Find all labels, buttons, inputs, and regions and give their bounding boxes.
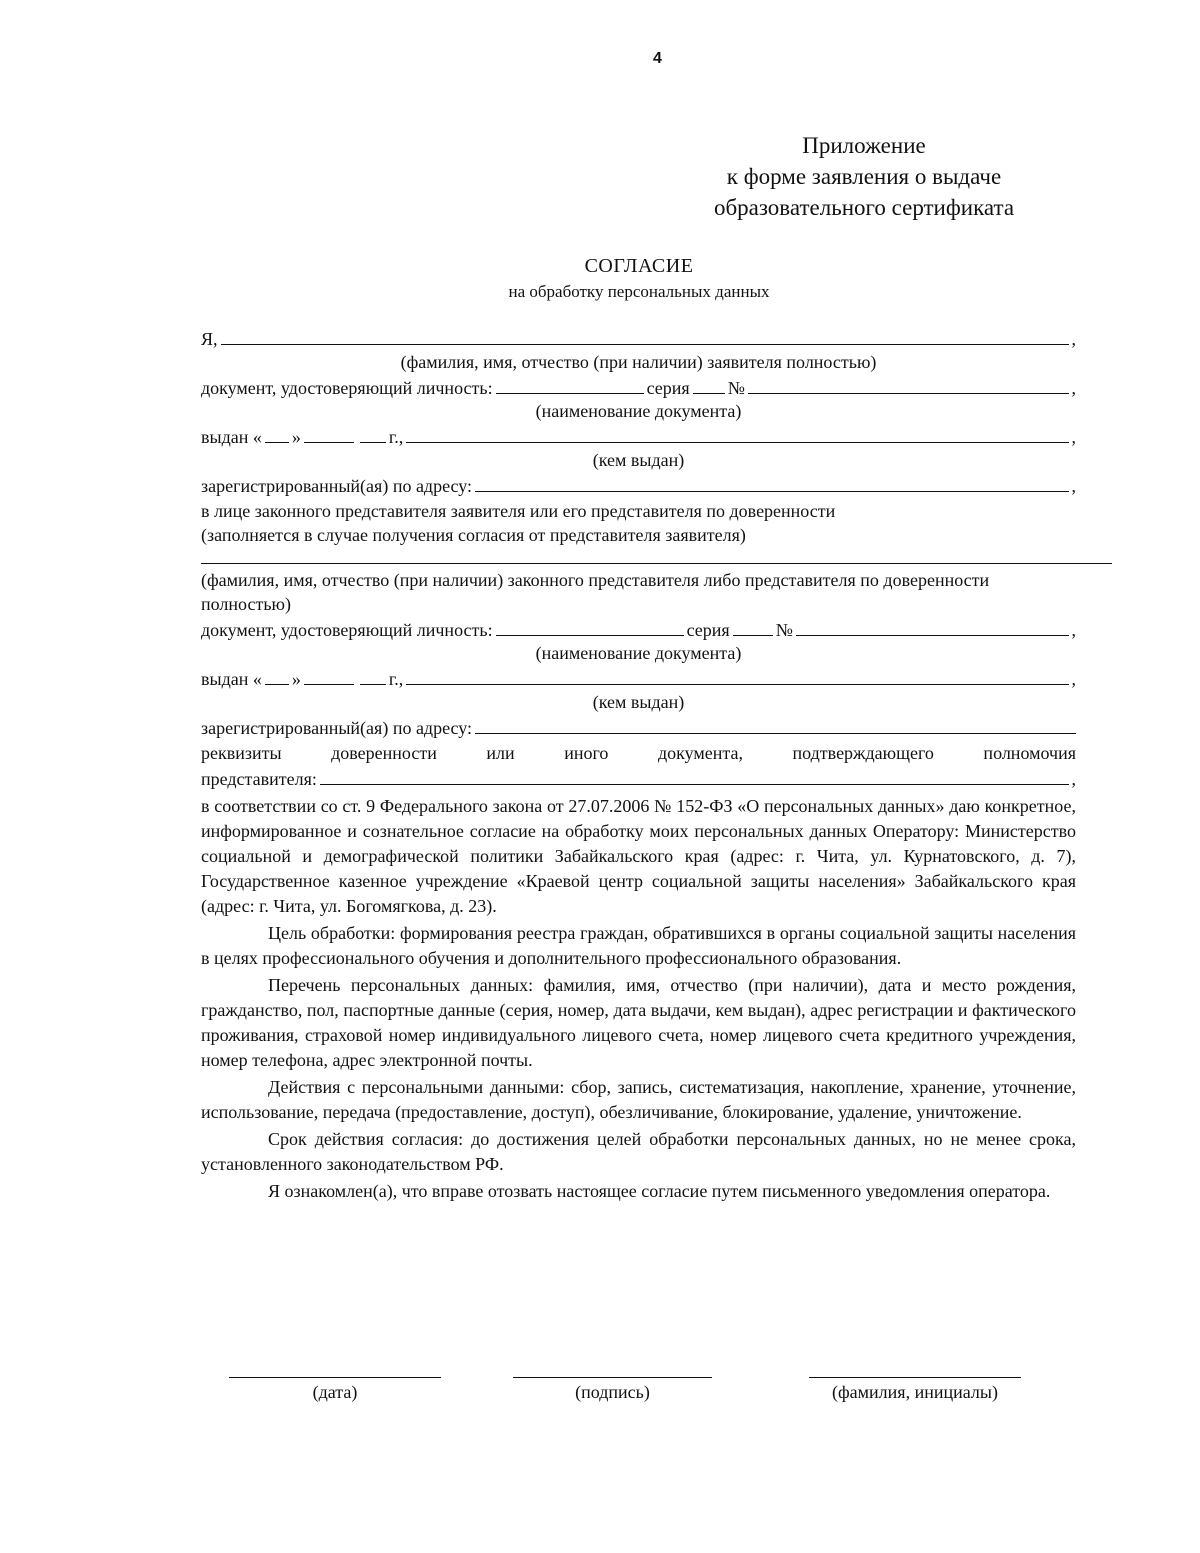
name-initials-field[interactable] [809, 1377, 1021, 1378]
comma: , [1071, 329, 1076, 349]
issued-close-label: » [291, 427, 301, 447]
appendix-line-2: к форме заявления о выдаче [726, 164, 1002, 189]
representative-series-field[interactable] [733, 634, 773, 636]
consent-paragraph: в соответствии со ст. 9 Федерального закона от 27.07.2006 № 152-ФЗ «О персональных данных» даю конкретное, информированное и сознательное согласие на обработку моих персональных данных Оператору: Министерство социальной и демографической политики Забайкальского края (адрес: г. Чита, ул. Курнатовского, д. 7), Государственное казенное учреждение «Краевой центр социальной защиты населения» Забайкальского края (адрес: г. Чита, ул. Богомягкова, д. 23). [201, 796, 1076, 916]
applicant-doc-label: документ, удостоверяющий личность: [201, 378, 493, 398]
representative-number-label: № [775, 620, 793, 640]
name-signature [809, 1377, 1021, 1403]
representative-doc-row [201, 616, 1076, 641]
applicant-fio-caption: (фамилия, имя, отчество (при наличии) заявителя полностью) [400, 352, 877, 372]
representative-requisites-label: представителя: [201, 769, 317, 789]
applicant-issued-by-caption: (кем выдан) [592, 450, 685, 470]
applicant-number-field[interactable] [748, 392, 1069, 394]
applicant-issue-year-field[interactable] [360, 441, 386, 443]
representative-issued-by-caption: (кем выдан) [592, 692, 685, 712]
applicant-doc-row [201, 374, 1076, 399]
issued-open-label: выдан « [201, 427, 262, 447]
representative-issued-by-field[interactable] [406, 683, 1068, 685]
date-caption: (дата) [312, 1382, 358, 1402]
representative-address-label: зарегистрированный(ая) по адресу: [201, 718, 473, 738]
comma: , [1071, 769, 1076, 789]
term-paragraph: Срок действия согласия: до достижения целей обработки персональных данных, но не менее срока, установленного законодательством РФ. [201, 1129, 1076, 1174]
applicant-name-row [201, 325, 1076, 350]
actions-paragraph: Действия с персональными данными: сбор, запись, систематизация, накопление, хранение, уточнение, использование, передача (предоставление, доступ), обезличивание, блокирование, удаление, уничтожение. [201, 1077, 1076, 1122]
representative-doc-name-field[interactable] [496, 634, 684, 636]
applicant-issue-day-field[interactable] [265, 441, 289, 443]
representative-number-field[interactable] [796, 634, 1069, 636]
signature-block [0, 1377, 1200, 1417]
document-title: СОГЛАСИЕ [584, 255, 694, 277]
document-subtitle: на обработку персональных данных [508, 282, 770, 301]
applicant-doc-caption: (наименование документа) [535, 401, 742, 421]
representative-address-field[interactable] [475, 732, 1076, 734]
purpose-paragraph: Цель обработки: формирования реестра граждан, обратившихся в органы социальной защиты населения в целях профессионального обучения и дополнительного профессионального образования. [201, 923, 1076, 968]
page-number: 4 [653, 50, 662, 67]
ya-label: Я, [201, 329, 218, 349]
representative-requisites-line-1: реквизиты доверенности или иного документа, подтверждающего полномочия [201, 743, 1076, 763]
applicant-address-row [201, 472, 1076, 497]
comma: , [1071, 476, 1076, 496]
representative-intro-2: (заполняется в случае получения согласия от представителя заявителя) [201, 525, 746, 545]
comma: , [1071, 669, 1076, 689]
applicant-series-label: серия [646, 378, 690, 398]
signature-field[interactable] [513, 1377, 712, 1378]
representative-name-field[interactable] [201, 563, 1112, 564]
signature-signature [513, 1377, 712, 1403]
comma: , [1071, 378, 1076, 398]
comma: , [1071, 427, 1076, 447]
applicant-issue-month-field[interactable] [304, 441, 354, 443]
representative-issue-day-field[interactable] [265, 683, 289, 685]
consent-form [201, 325, 1076, 1204]
representative-issue-month-field[interactable] [304, 683, 354, 685]
document-title-block [0, 253, 1200, 305]
year-suffix-label: г., [388, 669, 404, 689]
representative-intro-1: в лице законного представителя заявителя или его представителя по доверенности [201, 501, 836, 521]
appendix-line-3: образовательного сертификата [713, 195, 1015, 220]
comma: , [1071, 620, 1076, 640]
representative-requisites-row [201, 765, 1076, 790]
applicant-address-label: зарегистрированный(ая) по адресу: [201, 476, 473, 496]
revocation-paragraph: Я ознакомлен(а), что вправе отозвать настоящее согласие путем письменного уведомления оператора. [268, 1181, 1051, 1201]
applicant-address-field[interactable] [475, 490, 1068, 492]
representative-requisites-field[interactable] [320, 783, 1069, 785]
appendix-heading [664, 130, 1064, 223]
year-suffix-label: г., [388, 427, 404, 447]
applicant-name-field[interactable] [221, 343, 1069, 345]
representative-series-label: серия [686, 620, 730, 640]
date-field[interactable] [229, 1377, 441, 1378]
representative-doc-label: документ, удостоверяющий личность: [201, 620, 493, 640]
applicant-series-field[interactable] [693, 392, 725, 394]
representative-fio-caption: (фамилия, имя, отчество (при наличии) законного представителя либо представителя по доверенности полностью) [201, 570, 990, 614]
representative-issued-row [201, 665, 1076, 690]
applicant-issued-by-field[interactable] [406, 441, 1068, 443]
issued-open-label: выдан « [201, 669, 262, 689]
date-signature [229, 1377, 441, 1403]
data-list-paragraph: Перечень персональных данных: фамилия, имя, отчество (при наличии), дата и место рождения, гражданство, пол, паспортные данные (серия, номер, дата выдачи, кем выдан), адрес регистрации и фактического проживания, страховой номер индивидуального лицевого счета, номер лицевого счета кредитного учреждения, номер телефона, адрес электронной почты. [201, 975, 1076, 1070]
representative-address-row [201, 714, 1076, 739]
issued-close-label: » [291, 669, 301, 689]
appendix-line-1: Приложение [802, 133, 926, 158]
representative-issue-year-field[interactable] [360, 683, 386, 685]
representative-doc-caption: (наименование документа) [535, 643, 742, 663]
applicant-number-label: № [727, 378, 745, 398]
signature-caption: (подпись) [575, 1382, 650, 1402]
name-initials-caption: (фамилия, инициалы) [832, 1382, 998, 1402]
applicant-issued-row [201, 423, 1076, 448]
applicant-doc-name-field[interactable] [496, 392, 644, 394]
